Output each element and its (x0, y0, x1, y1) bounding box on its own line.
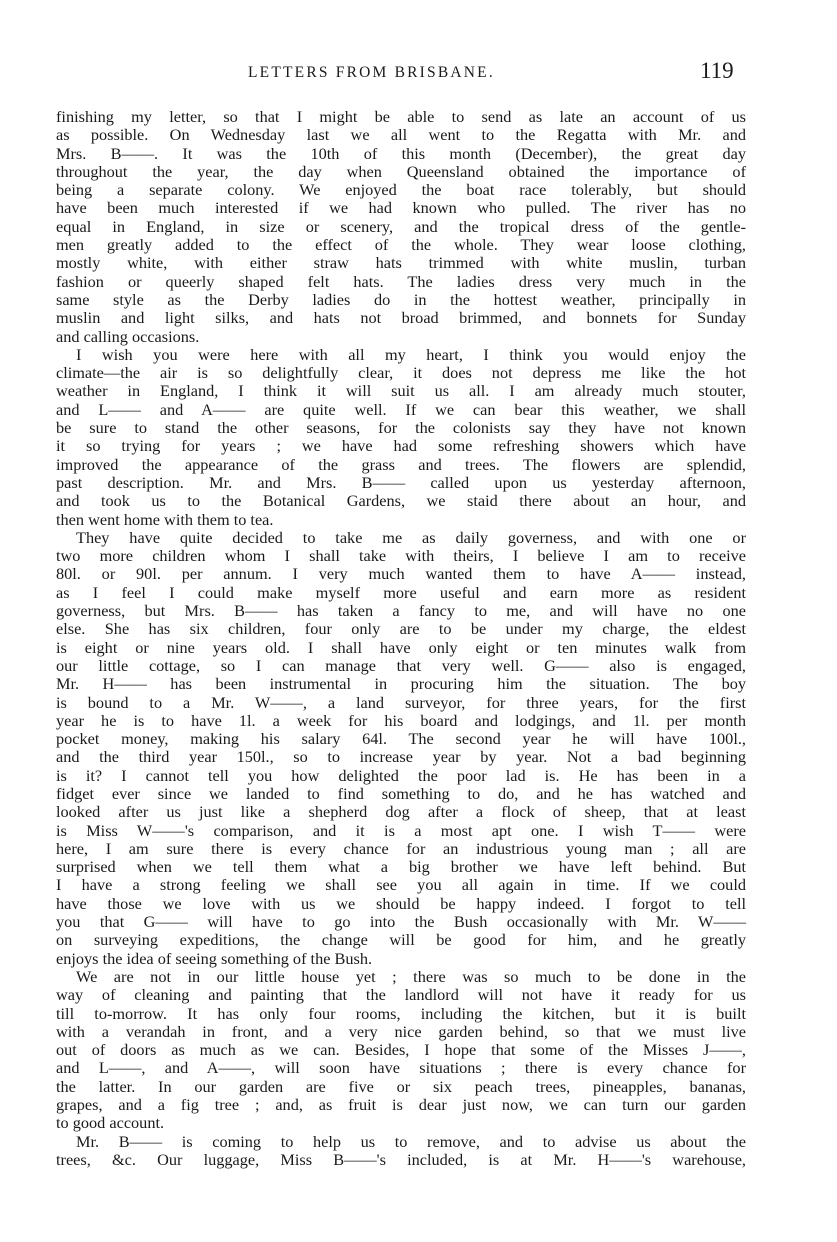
text-line: and took us to the Botanical Gardens, we staid there about an hour, and (56, 491, 746, 511)
text-line: have been much interested if we had known who pulled. The river has no (56, 198, 746, 218)
text-line: past description. Mr. and Mrs. B—— called upon us yesterday afternoon, (56, 472, 746, 492)
text-line: improved the appearance of the grass and trees. The flowers are splendid, (56, 454, 746, 474)
text-line: year he is to have 1l. a week for his board and lodgings, and 1l. per month (56, 710, 746, 730)
text-line: Mrs. B——. It was the 10th of this month (December), the great day (56, 143, 746, 163)
text-line: same style as the Derby ladies do in the hottest weather, principally in (56, 289, 746, 309)
text-line: is Miss W——'s comparison, and it is a most apt one. I wish T—— were (56, 820, 746, 840)
text-line: and calling occasions. (56, 326, 200, 346)
text-line: way of cleaning and painting that the landlord will not have it ready for us (56, 985, 746, 1005)
text-line: I have a strong feeling we shall see you all again in time. If we could (56, 875, 746, 895)
text-line: be sure to stand the other seasons, for the colonists say they have not known (56, 418, 746, 438)
text-line: is bound to a Mr. W——, a land surveyor, for three years, for the first (56, 692, 746, 712)
text-line: out of doors as much as we can. Besides, I hope that some of the Misses J——, (56, 1040, 746, 1060)
text-line: looked after us just like a shepherd dog after a flock of sheep, that at least (56, 802, 746, 822)
text-line: men greatly added to the effect of the whole. They wear loose clothing, (56, 235, 746, 255)
text-line: fashion or queerly shaped felt hats. The ladies dress very much in the (56, 271, 746, 291)
text-line: governess, but Mrs. B—— has taken a fancy to me, and will have no one (56, 601, 746, 621)
body-text (56, 108, 746, 1169)
text-line: as possible. On Wednesday last we all went to the Regatta with Mr. and (56, 125, 746, 145)
text-line: throughout the year, the day when Queensland obtained the importance of (56, 161, 746, 181)
text-line: weather in England, I think it will suit us all. I am already much stouter, (56, 381, 746, 401)
text-line: muslin and light silks, and hats not broad brimmed, and bonnets for Sunday (56, 308, 746, 328)
text-line: as I feel I could make myself more useful and earn more as resident (56, 582, 746, 602)
text-line: is eight or nine years old. I shall have only eight or ten minutes walk from (56, 637, 746, 657)
text-line: 80l. or 90l. per annum. I very much wanted them to have A—— instead, (56, 564, 746, 584)
text-line: two more children whom I shall take with theirs, I believe I am to receive (56, 546, 746, 566)
text-line: being a separate colony. We enjoyed the boat race tolerably, but should (56, 180, 746, 200)
running-title: LETTERS FROM BRISBANE. (248, 64, 495, 81)
text-line: it so trying for years ; we have had some refreshing showers which have (56, 436, 746, 456)
text-line: mostly white, with either straw hats trimmed with white muslin, turban (56, 253, 746, 273)
text-line: on surveying expeditions, the change will be good for him, and he greatly (56, 930, 746, 950)
text-line: grapes, and a fig tree ; and, as fruit is dear just now, we can turn our garden (56, 1095, 746, 1115)
text-line: surprised when we tell them what a big brother we have left behind. But (56, 857, 746, 877)
text-line: have those we love with us we should be happy indeed. I forgot to tell (56, 893, 746, 913)
running-head (0, 58, 837, 88)
page-number: 119 (700, 58, 734, 83)
text-line: our little cottage, so I can manage that very well. G—— also is engaged, (56, 655, 746, 675)
text-line: enjoys the idea of seeing something of the Bush. (56, 948, 373, 968)
text-line: till to-morrow. It has only four rooms, including the kitchen, but it is built (56, 1003, 746, 1023)
text-line: I wish you were here with all my heart, I think you would enjoy the (76, 344, 746, 364)
text-line: They have quite decided to take me as daily governess, and with one or (76, 527, 746, 547)
text-line: finishing my letter, so that I might be able to send as late an account of us (56, 107, 746, 126)
text-line: fidget ever since we landed to find something to do, and he has watched and (56, 783, 746, 803)
text-line: the latter. In our garden are five or six peach trees, pineapples, bananas, (56, 1076, 746, 1096)
text-line: pocket money, making his salary 64l. The second year he will have 100l., (56, 729, 746, 749)
text-line: climate—the air is so delightfully clear, it does not depress me like the hot (56, 363, 746, 383)
text-line: and L——, and A——, will soon have situations ; there is every chance for (56, 1058, 746, 1078)
text-line: Mr. H—— has been instrumental in procuring him the situation. The boy (56, 674, 746, 694)
text-line: Mr. B—— is coming to help us to remove, and to advise us about the (76, 1131, 746, 1151)
text-line: else. She has six children, four only are to be under my charge, the eldest (56, 619, 746, 639)
text-line: and the third year 150l., so to increase year by year. Not a bad beginning (56, 747, 746, 767)
text-line: then went home with them to tea. (56, 509, 274, 529)
text-line: to good account. (56, 1113, 165, 1133)
text-line: is it? I cannot tell you how delighted the poor lad is. He has been in a (56, 765, 746, 785)
text-line: here, I am sure there is every chance for an industrious young man ; all are (56, 838, 746, 858)
text-line: you that G—— will have to go into the Bush occasionally with Mr. W—— (56, 912, 746, 932)
text-line: We are not in our little house yet ; there was so much to be done in the (76, 966, 746, 986)
text-line: equal in England, in size or scenery, and the tropical dress of the gentle- (56, 216, 746, 236)
text-line: with a verandah in front, and a very nice garden behind, so that we must live (56, 1021, 746, 1041)
text-line: trees, &c. Our luggage, Miss B——'s included, is at Mr. H——'s warehouse, (56, 1149, 746, 1169)
text-line: and L—— and A—— are quite well. If we can bear this weather, we shall (56, 399, 746, 419)
